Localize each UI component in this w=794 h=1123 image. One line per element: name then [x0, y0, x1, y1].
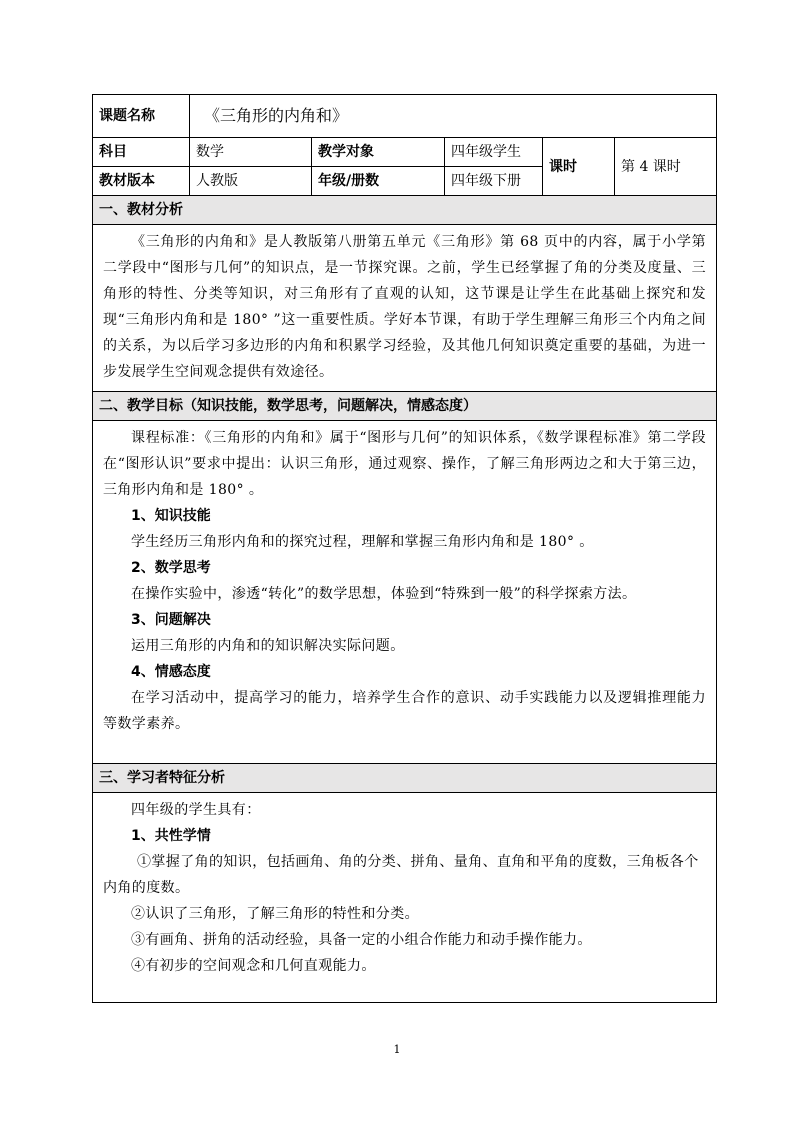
edition-label: 教材版本 [93, 167, 190, 196]
section2-heading: 二、教学目标（知识技能，数学思考，问题解决，情感态度） [93, 392, 717, 421]
section3-heading-row [93, 764, 717, 793]
audience-value: 四年级学生 [445, 138, 543, 167]
subject-row [93, 138, 717, 167]
section2-heading-row [93, 392, 717, 421]
audience-label: 教学对象 [312, 138, 445, 167]
edition-value: 人教版 [190, 167, 312, 196]
section3-heading: 三、学习者特征分析 [93, 764, 717, 793]
lesson-plan-table [92, 94, 717, 1003]
section1-heading-row [93, 196, 717, 225]
section3-body-row [93, 793, 717, 1003]
section3-subtitle: 1、共性学情 [131, 828, 211, 844]
objective-4-text: 在学习活动中，提高学习的能力，培养学生合作的意识、动手实践能力以及逻辑推理能力等数学素养。 [103, 690, 707, 732]
title-value: 《三角形的内角和》 [190, 95, 717, 138]
section3-body [93, 793, 717, 1003]
section2-intro: 课程标准：《三角形的内角和》属于“图形与几何”的知识体系，《数学课程标准》第二学段在“图形认识”要求中提出：认识三角形，通过观察、操作，了解三角形两边之和大于第三边，三角形内角和是 180° 。 [103, 430, 707, 498]
page-number: 1 [393, 1043, 401, 1056]
objective-2-text: 在操作实验中，渗透“转化”的数学思想，体验到“特殊到一般”的科学探索方法。 [131, 586, 637, 602]
learner-point-1: ①掌握了角的知识，包括画角、角的分类、拼角、量角、直角和平角的度数，三角板各个内角的度数。 [103, 854, 699, 896]
section2-body-row [93, 421, 717, 764]
objective-4-title: 4、情感态度 [131, 664, 211, 680]
section1-paragraph: 《三角形的内角和》是人教版第八册第五单元《三角形》第 68 页中的内容，属于小学第二学段中“图形与几何”的知识点，是一节探究课。之前，学生已经掌握了角的分类及度量、三角形的特性、分类等知识，对三角形有了直观的认知，这节课是让学生在此基础上探究和发现“三角形内角和是 180° ”这一重要性质。学好本节课，有助于学生理解三角形三个内角之间的关系，为以后学习多边形的内角和积累学习经验，及其他几何知识奠定重要的基础，为进一步发展学生空间观念提供有效途径。 [103, 234, 707, 380]
learner-point-4: ④有初步的空间观念和几何直观能力。 [131, 958, 376, 974]
period-label: 课时 [543, 138, 615, 196]
grade-value: 四年级下册 [445, 167, 543, 196]
grade-label: 年级/册数 [312, 167, 445, 196]
objective-1-title: 1、知识技能 [131, 508, 211, 524]
section3-intro: 四年级的学生具有： [131, 802, 261, 818]
section1-body [93, 225, 717, 392]
section1-body-row [93, 225, 717, 392]
subject-value: 数学 [190, 138, 312, 167]
objective-2-title: 2、数学思考 [131, 560, 211, 576]
learner-point-3: ③有画角、拼角的活动经验，具备一定的小组合作能力和动手操作能力。 [131, 932, 592, 948]
objective-3-title: 3、问题解决 [131, 612, 211, 628]
period-value: 第 4 课时 [615, 138, 717, 196]
section2-body [93, 421, 717, 764]
title-row [93, 95, 717, 138]
learner-point-2: ②认识了三角形，了解三角形的特性和分类。 [131, 906, 419, 922]
subject-label: 科目 [93, 138, 190, 167]
title-label: 课题名称 [93, 95, 190, 138]
objective-1-text: 学生经历三角形内角和的探究过程，理解和掌握三角形内角和是 180° 。 [131, 534, 594, 550]
section1-heading: 一、教材分析 [93, 196, 717, 225]
objective-3-text: 运用三角形的内角和的知识解决实际问题。 [131, 638, 405, 654]
